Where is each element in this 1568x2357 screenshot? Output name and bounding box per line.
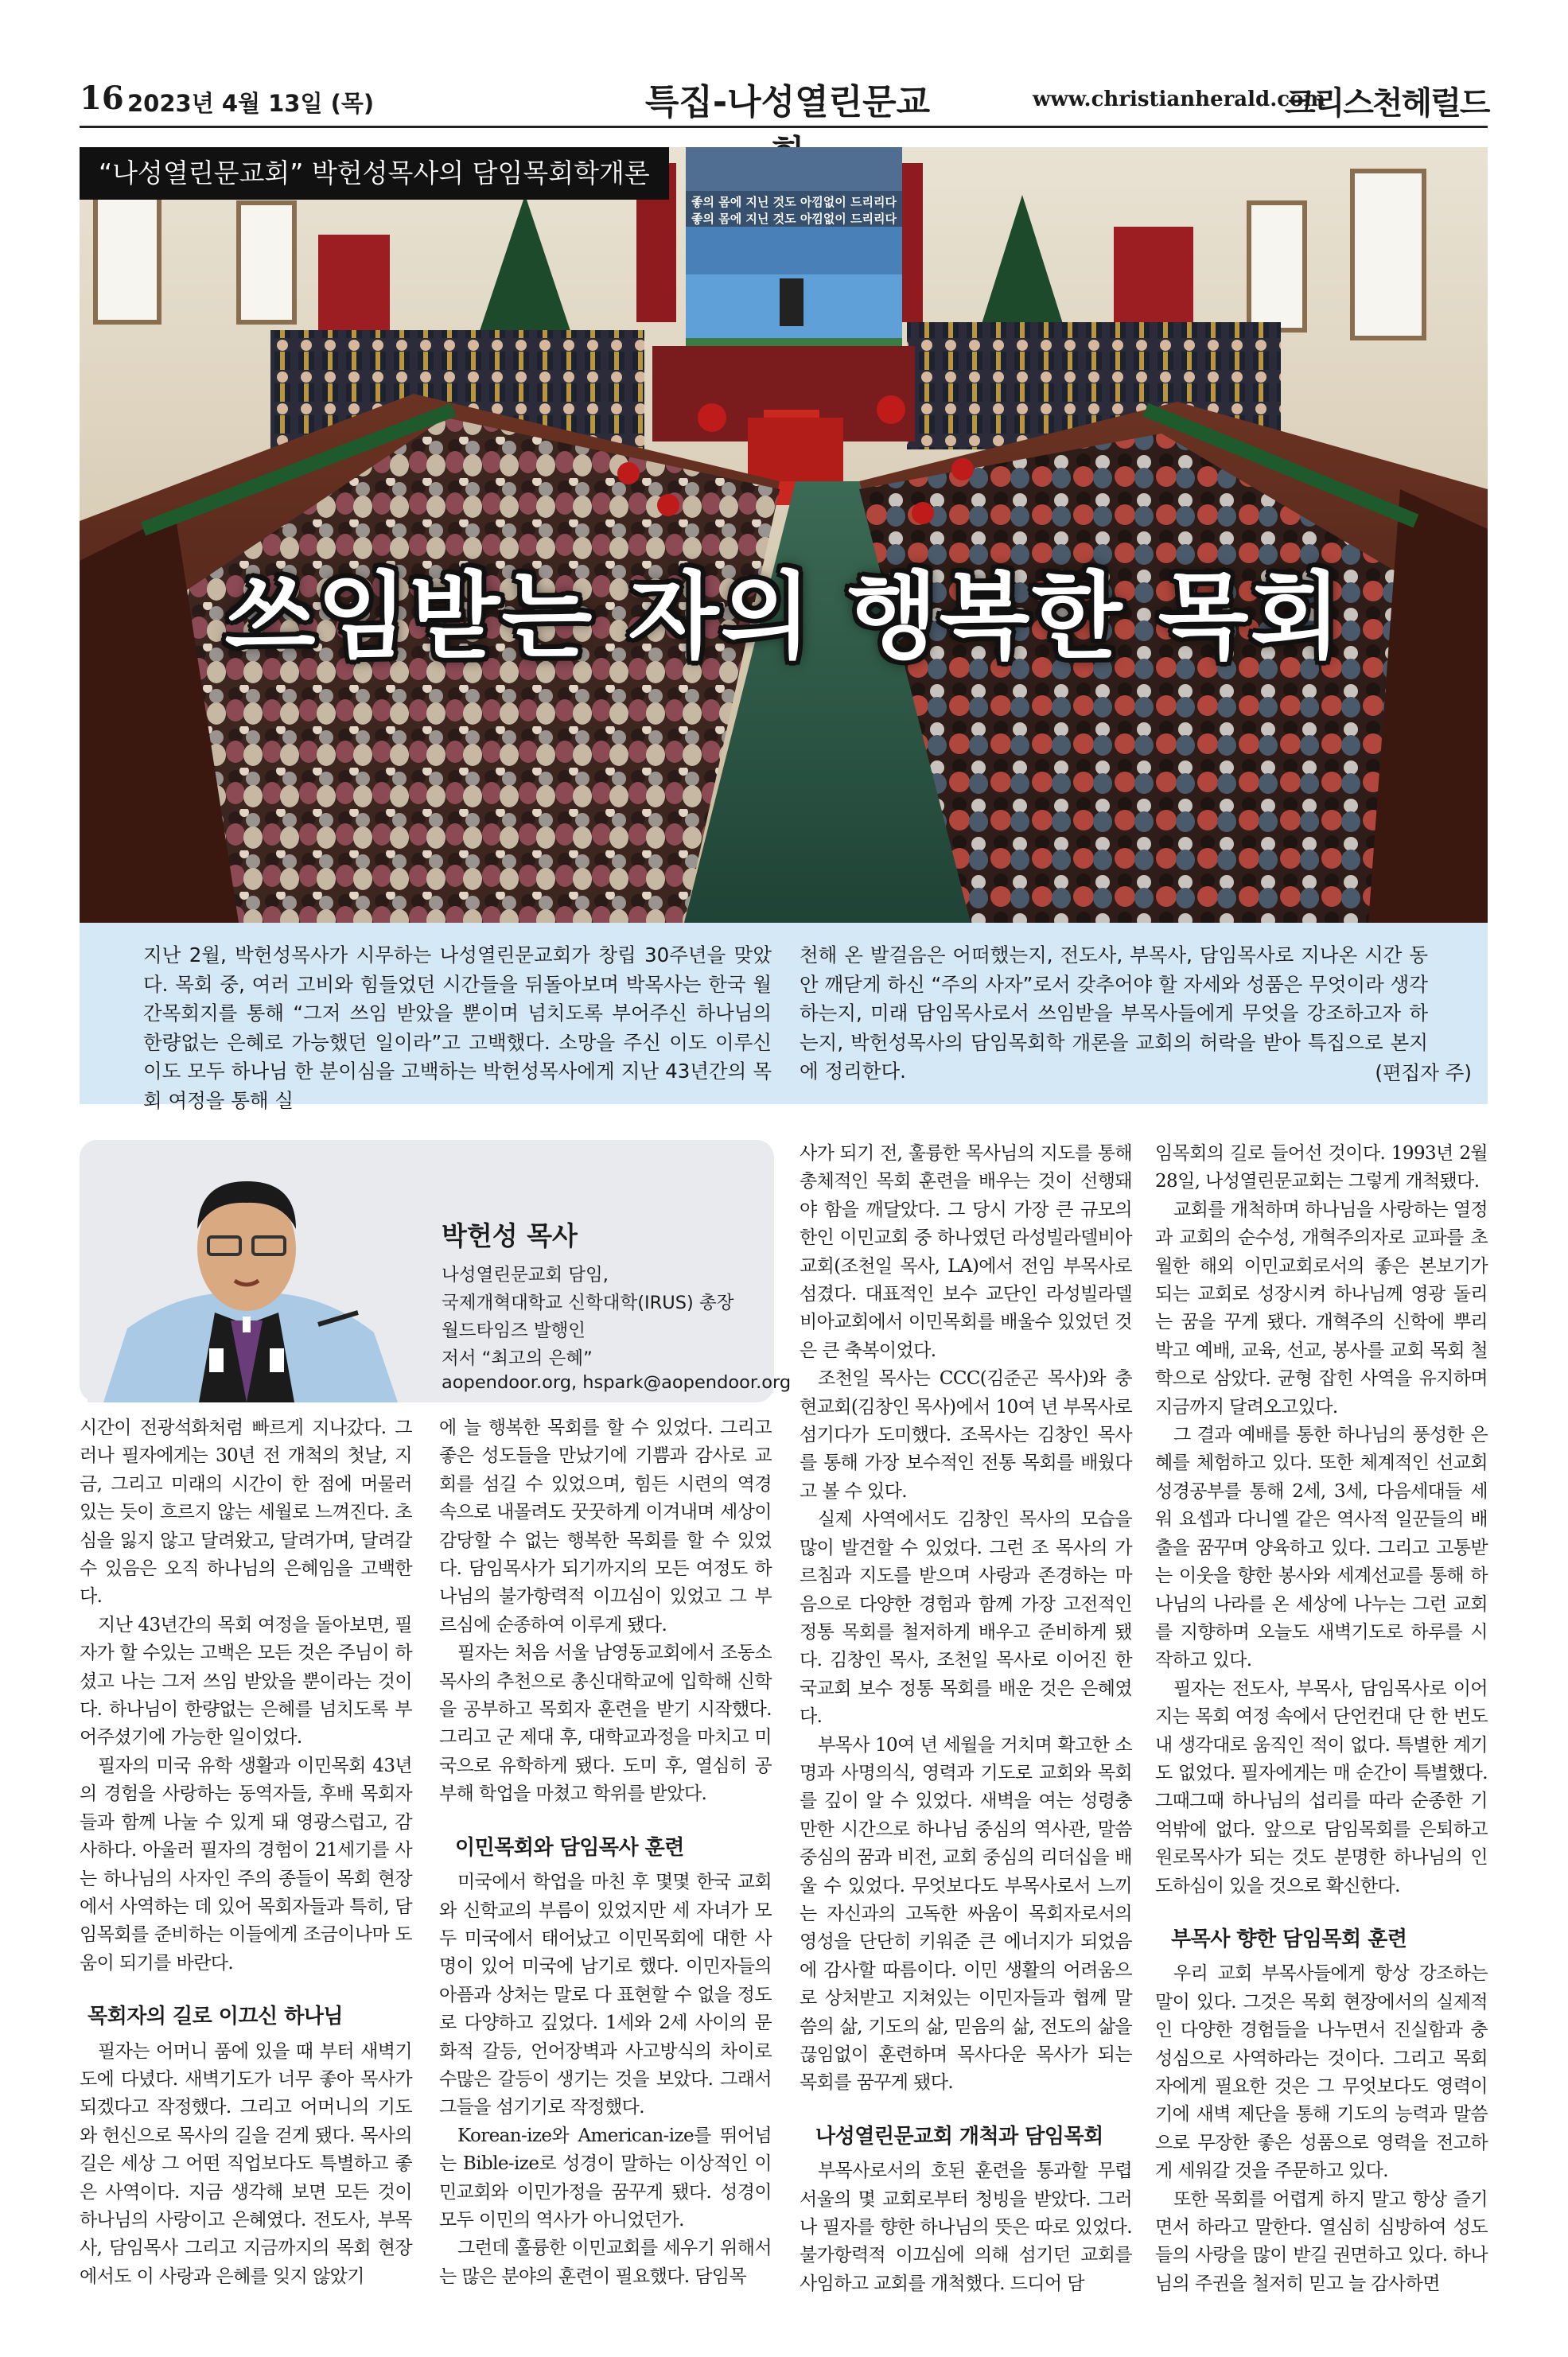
article-column-1 <box>80 1414 412 2291</box>
author-role: 월드타임즈 발행인 <box>442 1320 586 1341</box>
series-tag: “나성열린문교회” 박헌성목사의 담임목회학개론 <box>80 147 669 200</box>
section-title: 특집-나성열린문교 <box>644 82 931 123</box>
issue-date: 2023년 4월 13일 (목) <box>127 90 375 117</box>
subheading: 나성열린문교회 개척과 담임목회 <box>815 2124 1103 2149</box>
paragraph: 그 결과 예배를 통한 하나님의 풍성한 은혜를 체험하고 있다. 또한 체계적인 선교회 성경공부를 통해 2세, 3세, 다음세대들 세워 요셉과 다니엘 같은 역사적 일꾼들의 배출을 꿈꾸며 양육하고 있다. 그리고 고통받는 이웃을 향한 봉사와 세계선교를 통해 하나님의 나라를 온 세상에 나누는 그런 교회를 지향하며 오늘도 새벽기도로 하루를 시작하고 있다. <box>1155 1425 1488 1671</box>
subheading: 부목사 향한 담임목회 훈련 <box>1171 1927 1407 1951</box>
paragraph: 교회를 개척하며 하나님을 사랑하는 열정과 교회의 순수성, 개혁주의자로 교파를 초월한 해외 이민교회로서의 좋은 본보기가 되는 교회로 성장시켜 하나님께 영광 돌리는 꿈을 꾸게 됐다. 개혁주의 신학에 뿌리 박고 예배, 교육, 선교, 봉사를 교회 목회 철학으로 삼았다. 균형 잡힌 사역을 유지하며 지금까지 달려오고있다. <box>1155 1199 1488 1418</box>
intro-text-right: 천해 온 발걸음은 어떠했는지, 전도사, 부목사, 담임목사로 지나온 시간 동안 깨닫게 하신 “주의 사자”로서 갖추어야 할 자세와 성품은 무엇이라 생각하는지, 미래 담임목사로서 쓰임받을 부목사들에게 무엇을 강조하고자 하는지, 박헌성목사의 담임목회학 개론을 교회의 허락을 받아 특집으로 본지에 정리한다. <box>800 943 1428 1083</box>
author-role: 나성열린문교회 담임, <box>442 1265 609 1285</box>
paragraph: 지난 43년간의 목회 여정을 돌아보면, 필자가 할 수있는 고백은 모든 것은 주님이 하셨고 나는 그저 쓰임 받았을 뿐이라는 것이다. 하나님이 한량없는 은혜를 넘치도록 부어주셨기에 가능한 일이었다. <box>80 1614 412 1748</box>
subheading: 이민목회와 담임목사 훈련 <box>455 1835 684 1860</box>
paragraph: 사가 되기 전, 훌륭한 목사님의 지도를 통해 총체적인 목회 훈련을 배우는 것이 선행돼야 함을 깨달았다. 그 당시 가장 큰 규모의 한인 이민교회 중 하나였던 라성빌라델비아교회(조천일 목사, LA)에서 전임 부목사로 섬겼다. 대표적인 보수 교단인 라성빌라델비아교회에서 이민목회를 배울수 있었던 것은 큰 축복이었다. <box>800 1143 1132 1361</box>
paragraph: 시간이 전광석화처럼 빠르게 지나갔다. 그러나 필자에게는 30년 전 개척의 첫날, 지금, 그리고 미래의 시간이 한 점에 머물러 있는 듯이 흐르지 않는 세월로 느껴진다. 초심을 잃지 않고 달려왔고, 달려가며, 달려갈 수 있음은 오직 하나님의 은혜임을 고백한다. <box>80 1418 412 1608</box>
header-divider <box>80 126 1488 128</box>
author-contact: aopendoor.org, hspark@aopendoor.org <box>442 1372 792 1393</box>
paragraph: 실제 사역에서도 김창인 목사의 모습을 많이 발견할 수 있었다. 그런 조 목사의 가르침과 지도를 받으며 사랑과 존경하는 마음으로 다양한 경험과 함께 가장 고전적인 정통 목회를 철저하게 배우고 준비하게 됐다. 김창인 목사, 조천일 목사로 이어진 한국교회 보수 정통 목회를 배운 것은 은혜였다. <box>800 1509 1132 1728</box>
screen-banner-line-1: 좋의 몸에 지닌 것도 아낌없이 드리리다 <box>691 195 897 209</box>
paragraph: 조천일 목사는 CCC(김준곤 목사)와 충현교회(김창인 목사)에서 10여 년 부목사로 섬기다가 도미했다. 조목사는 김창인 목사를 통해 가장 보수적인 전통 목회를 배웠다고 볼 수 있다. <box>800 1368 1132 1502</box>
paragraph: 필자의 미국 유학 생활과 이민목회 43년의 경험을 사랑하는 동역자들, 후배 목회자들과 함께 나눌 수 있게 돼 영광스럽고, 감사하다. 아울러 필자의 경험이 21세기를 사는 하나님의 사자인 주의 종들이 목회 현장에서 사역하는 데 있어 목회자들과 특히, 담임목회를 준비하는 이들에게 조금이나마 도움이 되기를 바란다. <box>80 1755 412 1974</box>
website-link[interactable]: www.christianherald.com <box>1033 88 1325 111</box>
screen-banner-line-2: 좋의 몸에 지닌 것도 아낌없이 드리리다 <box>691 212 897 226</box>
newspaper-logo: 크리스천헤럴드 <box>1285 85 1489 122</box>
paragraph: 필자는 처음 서울 남영동교회에서 조동소 목사의 추천으로 총신대학교에 입학해 신학을 공부하고 목회자 훈련을 받기 시작했다. 그리고 군 제대 후, 대학교과정을 마치고 미국으로 유학하게 됐다. 도미 후, 열심히 공부해 학업을 마쳤고 학위를 받았다. <box>439 1643 772 1805</box>
page-number: 16 <box>80 80 124 117</box>
paragraph: 부목사 10여 년 세월을 거치며 확고한 소명과 사명의식, 영력과 기도로 교회와 목회를 깊이 알 수 있었다. 새벽을 여는 성령충만한 시간으로 하나님 중심의 역사관, 말씀 중심의 꿈과 비전, 교회 중심의 리더십을 배울 수 있었다. 무엇보다도 부목사로서 느끼는 자신과의 고독한 싸움이 목회자로서의 영성을 단단히 키워준 큰 에너지가 되었음에 감사할 따름이다. 이민 생활의 어려움으로 상처받고 지쳐있는 이민자들과 협께 말씀의 삶, 기도의 삶, 믿음의 삶, 전도의 삶을 끊임없이 훈련하며 목사다운 목사가 되는 목회를 꿈꾸게 됐다. <box>800 1734 1132 2094</box>
subheading: 목회자의 길로 이끄신 하나님 <box>88 2005 344 2029</box>
paragraph: 미국에서 학업을 마친 후 몇몇 한국 교회와 신학교의 부름이 있었지만 세 자녀가 모두 미국에서 태어났고 이민목회에 대한 사명이 있어 미국에 남기로 했다. 이민자들의 아픔과 상처는 말로 다 표현할 수 없을 정도로 다양하고 깊었다. 1세와 2세 사이의 문화적 갈등, 언어장벽과 사고방식의 차이로 수많은 갈등이 생기는 것을 보았다. 그래서 그들을 섬기기로 작정했다. <box>439 1872 772 2118</box>
main-headline: 쓰임받는 자의 행복한 목회 <box>224 562 1343 671</box>
paragraph: 부목사로서의 호된 훈련을 통과할 무렵 서울의 몇 교회로부터 청빙을 받았다. 그러나 필자를 향한 하나님의 뜻은 따로 있었다. 불가항력적 이끄심에 의해 섬기던 교회를 사임하고 교회를 개척했다. 드디어 담 <box>800 2161 1132 2294</box>
paragraph: 필자는 어머니 품에 있을 때 부터 새벽기도에 다녔다. 새벽기도가 너무 좋아 목사가 되겠다고 작정했다. 그리고 어머니의 기도와 헌신으로 목사의 길을 걷게 됐다. 목사의 길은 세상 그 어떤 직업보다도 특별하고 좋은 사역이다. 지금 생각해 보면 모든 것이 하나님의 사랑이고 은혜였다. 전도사, 부목사, 담임목사 그리고 지금까지의 목회 현장에서도 이 사랑과 은혜를 잊지 않았기 <box>80 2040 412 2287</box>
paragraph: 또한 목회를 어렵게 하지 말고 항상 즐기면서 하라고 말한다. 열심히 심방하여 성도들의 사랑을 많이 받길 권면하고 있다. 하나님의 주권을 철저히 믿고 늘 감사하면 <box>1155 2188 1488 2294</box>
intro-text-left: 지난 2월, 박헌성목사가 시무하는 나성열린문교회가 창립 30주년을 맞았다. 목회 중, 여러 고비와 힘들었던 시간들을 뒤돌아보며 박목사는 한국 월간목회지를 통해 “그저 쓰임 받았을 뿐이며 넘치도록 부어주신 하나님의 한량없는 은혜로 가능했던 일이라”고 고백했다. 소망을 주신 이도 이루신 이도 모두 하나님 한 분이심을 고백하는 박헌성목사에게 지난 43년간의 목회 여정을 통해 실 <box>143 943 772 1112</box>
editor-note: (편집자 주) <box>1375 1061 1472 1084</box>
author-book: 저서 “최고의 은혜” <box>442 1348 593 1369</box>
paragraph: 임목회의 길로 들어선 것이다. 1993년 2월 28일, 나성열린문교회는 그렇게 개척됐다. <box>1155 1143 1488 1192</box>
article-column-4 <box>1155 1140 1488 2298</box>
article-column-3 <box>800 1140 1132 2298</box>
paragraph: 우리 교회 부목사들에게 항상 강조하는 말이 있다. 그것은 목회 현장에서의 실제적인 다양한 경험들을 나누면서 진실함과 충성심으로 사역하라는 것이다. 그리고 목회자에게 필요한 것은 그 무엇보다도 영력이기에 새벽 제단을 통해 기도의 능력과 말씀으로 무장한 좋은 성품으로 영력을 전고하게 세워갈 것을 주문하고 있다. <box>1155 1963 1488 2182</box>
author-name: 박헌성 목사 <box>442 1220 578 1251</box>
author-role: 국제개혁대학교 신학대학(IRUS) 총장 <box>442 1293 734 1313</box>
paragraph: Korean-ize와 American-ize를 뛰어넘는 Bible-ize로 성경이 말하는 이상적인 이민교회와 이민가정을 꿈꾸게 됐다. 성경이 모두 이민의 역사가 아니었던가. <box>439 2125 772 2231</box>
paragraph: 에 늘 행복한 목회를 할 수 있었다. 그리고 좋은 성도들을 만났기에 기쁨과 감사로 교회를 섬길 수 있었으며, 힘든 시련의 역경 속으로 내몰려도 꿋꿋하게 이겨내며 세상이 감당할 수 없는 행복한 목회를 할 수 있었다. 담임목사가 되기까지의 모든 여정도 하나님의 불가항력적 이끄심이 있었고 그 부르심에 순종하여 이루게 됐다. <box>439 1418 772 1636</box>
article-column-2 <box>439 1414 772 2291</box>
paragraph: 필자는 전도사, 부목사, 담임목사로 이어지는 목회 여정 속에서 단언컨대 단 한 번도 내 생각대로 움직인 적이 없다. 특별한 계기도 없었다. 필자에게는 매 순간이 특별했다. 그때그때 하나님의 섭리를 따라 순종한 기억밖에 없다. 앞으로 담임목회를 은퇴하고 원로목사가 되는 것도 분명한 하나님의 인도하심이 있을 것으로 확신한다. <box>1155 1678 1488 1896</box>
paragraph: 그런데 훌륭한 이민교회를 세우기 위해서는 많은 분야의 훈련이 필요했다. 담임목 <box>439 2238 772 2287</box>
church-service-photo <box>80 147 1488 923</box>
author-photo <box>88 1153 406 1402</box>
